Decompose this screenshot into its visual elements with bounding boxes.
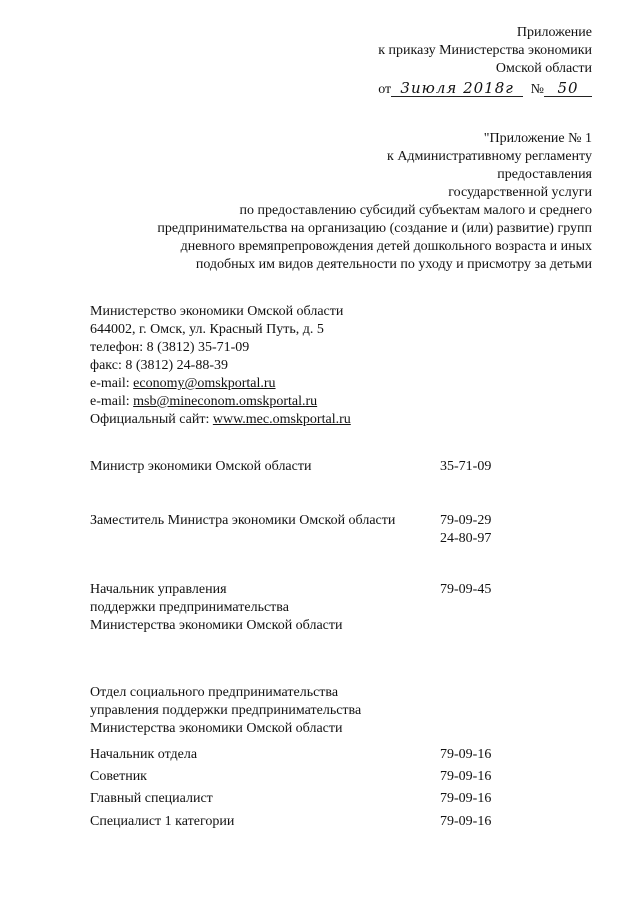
appendix-line: дневного времяпрепровождения детей дошкольного возраста и иных bbox=[180, 239, 592, 254]
contacts-block bbox=[90, 303, 570, 429]
staff-role: Главный специалист bbox=[90, 791, 213, 806]
staff-phone-cell bbox=[440, 746, 491, 764]
appendix-line: предоставления bbox=[497, 167, 592, 182]
handwritten-date: 3июля 2018г bbox=[391, 80, 523, 97]
staff-row bbox=[90, 790, 213, 808]
order-header bbox=[272, 24, 592, 99]
official-phone: 79-09-29 bbox=[440, 513, 492, 528]
staff-phone: 79-09-16 bbox=[440, 814, 492, 829]
number-prefix: № bbox=[530, 82, 544, 97]
official-title: Начальник управления bbox=[90, 582, 227, 597]
org-phone: телефон: 8 (3812) 35-71-09 bbox=[90, 340, 250, 355]
official-row bbox=[90, 458, 311, 476]
header-line: к приказу Министерства экономики bbox=[378, 43, 592, 58]
org-address: 644002, г. Омск, ул. Красный Путь, д. 5 bbox=[90, 322, 324, 337]
email-link-economy[interactable]: economy@omskportal.ru bbox=[133, 376, 276, 391]
site-line bbox=[90, 411, 570, 429]
official-phone: 35-71-09 bbox=[440, 459, 492, 474]
official-phone: 79-09-45 bbox=[440, 582, 492, 597]
staff-phone-cell bbox=[440, 813, 491, 831]
appendix-line: по предоставлению субсидий субъектам малого и среднего bbox=[239, 203, 592, 218]
email-prefix: e-mail: bbox=[90, 394, 134, 409]
staff-phone-cell bbox=[440, 790, 491, 808]
official-title: Министерства экономики Омской области bbox=[90, 618, 343, 633]
staff-phone-cell bbox=[440, 768, 491, 786]
header-line: Приложение bbox=[516, 25, 592, 40]
department-title bbox=[90, 684, 361, 738]
email-link-msb[interactable]: msb@mineconom.omskportal.ru bbox=[133, 394, 318, 409]
official-phones bbox=[440, 581, 491, 599]
appendix-line: к Административному регламенту bbox=[387, 149, 592, 164]
appendix-line: подобных им видов деятельности по уходу и присмотру за детьми bbox=[195, 257, 592, 272]
official-row bbox=[90, 512, 395, 530]
department-title-line: Министерства экономики Омской области bbox=[90, 721, 343, 736]
staff-role: Начальник отдела bbox=[90, 747, 198, 762]
appendix-line: предпринимательства на организацию (создание и (или) развитие) групп bbox=[157, 221, 592, 236]
official-phones bbox=[440, 458, 491, 476]
date-prefix: от bbox=[378, 82, 392, 97]
email-prefix: e-mail: bbox=[90, 376, 134, 391]
official-title: Заместитель Министра экономики Омской области bbox=[90, 513, 396, 528]
org-name: Министерство экономики Омской области bbox=[90, 304, 344, 319]
official-title: Министр экономики Омской области bbox=[90, 459, 312, 474]
site-prefix: Официальный сайт: bbox=[90, 412, 213, 427]
staff-role: Советник bbox=[90, 769, 147, 784]
org-fax: факс: 8 (3812) 24-88-39 bbox=[90, 358, 228, 373]
official-phones bbox=[440, 512, 491, 548]
staff-phone: 79-09-16 bbox=[440, 747, 492, 762]
order-date-number-line bbox=[272, 80, 592, 99]
email-line bbox=[90, 393, 570, 411]
official-title: поддержки предпринимательства bbox=[90, 600, 289, 615]
staff-phone: 79-09-16 bbox=[440, 769, 492, 784]
staff-phone: 79-09-16 bbox=[440, 791, 492, 806]
appendix-line: государственной услуги bbox=[448, 185, 592, 200]
header-line: Омской области bbox=[495, 61, 592, 76]
official-phone: 24-80-97 bbox=[440, 531, 492, 546]
official-row bbox=[90, 581, 342, 635]
email-line bbox=[90, 375, 570, 393]
appendix-reference bbox=[72, 130, 592, 274]
department-title-line: управления поддержки предпринимательства bbox=[90, 703, 362, 718]
appendix-line: "Приложение № 1 bbox=[483, 131, 592, 146]
staff-role: Специалист 1 категории bbox=[90, 814, 235, 829]
website-link[interactable]: www.mec.omskportal.ru bbox=[212, 412, 351, 427]
staff-row bbox=[90, 768, 147, 786]
staff-row bbox=[90, 746, 197, 764]
department-title-line: Отдел социального предпринимательства bbox=[90, 685, 339, 700]
handwritten-number: 50 bbox=[544, 80, 592, 97]
staff-row bbox=[90, 813, 234, 831]
